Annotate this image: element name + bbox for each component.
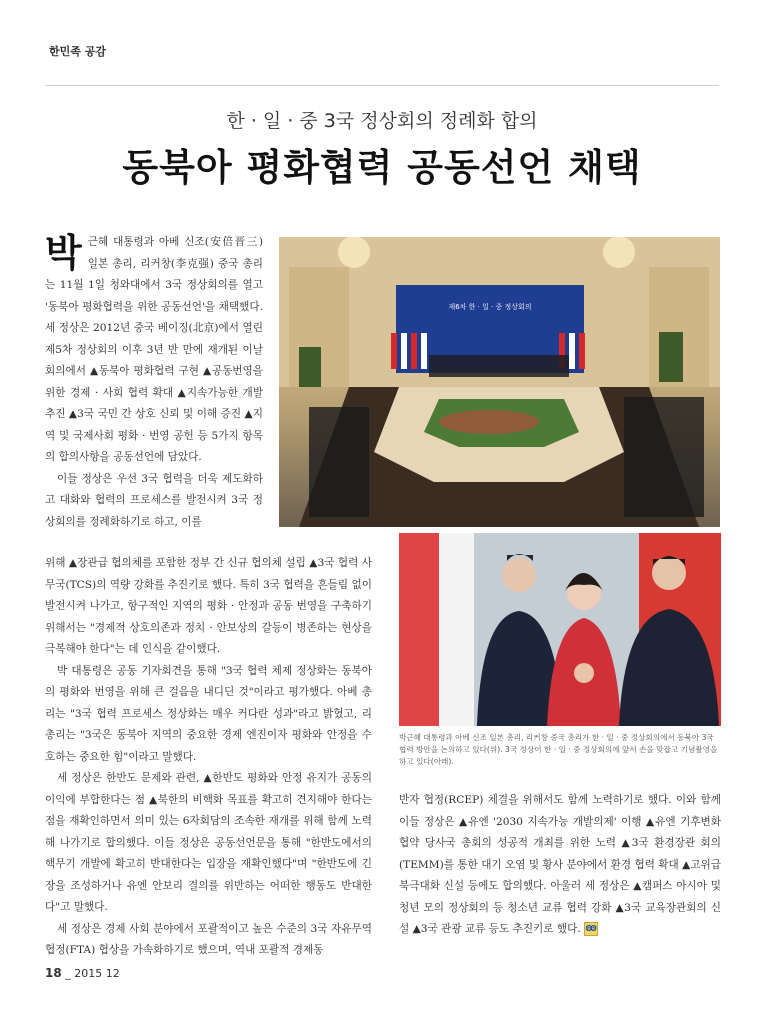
article-paragraph-3: 박 대통령은 공동 기자회견을 통해 "3국 협력 체제 정상화는 동북아의 평화와 번영을 위해 큰 걸음을 내디딘 것"이라고 평가했다. 아베 총리는 "3국 협력 프로세스 정상화는 매우 커다란 성과"라고 밝혔고, 리 총리는 "3국은 동북아 지역의 중요한 경제 엔진이자 평화와 안정을 수호하는 중요한 힘"이라고 말했다.	[45, 664, 372, 763]
article-paragraph-2-cont: 위해 ▲장관급 협의체를 포함한 정부 간 신규 협의체 설립 ▲3국 협력 사무국(TCS)의 역량 강화를 추진키로 했다. 특히 3국 협력을 흔들림 없이 발전시켜 나가고, 항구적인 지역의 평화 · 안정과 공동 번영을 구축하기 위해서는 "경제적 상호의존과 정치 · 안보상의 갈등이 병존하는 현상을 극복해야 한다"는 데 인식을 같이했다.	[45, 557, 372, 655]
section-label: 한민족 공감	[49, 45, 106, 58]
article-column-right	[399, 790, 721, 941]
summit-meeting-photo	[279, 237, 720, 527]
leaders-handshake-photo	[399, 533, 721, 726]
banner-text: 제6차 한 · 일 · 중 정상회의	[448, 303, 532, 311]
end-mark-icon: Ꙭ	[584, 922, 598, 936]
article-paragraph-2: 이들 정상은 우선 3국 협력을 더욱 제도화하고 대화와 협력의 프로세스를 발전시켜 3국 정상회의를 정례화하기로 하고, 이를	[45, 472, 263, 528]
article-column-wide	[45, 553, 372, 962]
article-subtitle: 한 · 일 · 중 3국 정상회의 정례화 합의	[226, 110, 538, 132]
paragraph-text: 반자 협정(RCEP) 체결을 위해서도 함께 노력하기로 했다. 이와 함께 이들 정상은 ▲유엔 '2030 지속가능 개발의제' 이행 ▲유엔 기후변화 협약 당사국 총회의 성공적 개최를 위한 노력 ▲3국 환경장관 회의(TEMM)를 통한 대기 오염 및 황사 분야에서 환경 협력 확대 ▲고위급 북극대화 신설 등에도 합의했다. 아울러 세 정상은 ▲캠퍼스 아시아 및 청년 모의 정상회의 등 청소년 교류 협력 강화 ▲3국 교육장관회의 신설 ▲3국 관광 교류 등도 추진키로 했다.	[399, 794, 721, 935]
article-paragraph-1	[45, 232, 263, 469]
issue-date: _ 2015 12	[65, 967, 120, 980]
article-column-narrow	[45, 232, 263, 533]
page-number: 18	[45, 966, 62, 980]
handshake-illustration	[399, 533, 721, 726]
drop-cap: 박	[45, 230, 82, 275]
article-title: 동북아 평화협력 공동선언 채택	[122, 145, 642, 189]
paragraph-text: 근혜 대통령과 아베 신조(安倍晋三) 일본 총리, 리커창(李克强) 중국 총리는 11월 1일 청와대에서 3국 정상회의를 열고 '동북아 평화협력을 위한 공동선언'을 채택했다. 세 정상은 2012년 중국 베이징(北京)에서 열린 제5차 정상회의 이후 3년 반 만에 재개된 이날 회의에서 ▲동북아 평화협력 구현 ▲공동번영을 위한 경제 · 사회 협력 확대 ▲지속가능한 개발 추진 ▲3국 국민 간 상호 신뢰 및 이해 증진 ▲지역 및 국제사회 평화 · 번영 공헌 등 5가지 항목의 합의사항을 공동선언에 담았다.	[45, 236, 263, 463]
page-footer	[45, 966, 120, 980]
article-paragraph-5: 세 정상은 경제 사회 분야에서 포괄적이고 높은 수준의 3국 자유무역협정(FTA) 협상을 가속화하기로 했으며, 역내 포괄적 경제동	[45, 922, 372, 956]
summit-meeting-illustration	[279, 237, 720, 527]
header-divider	[45, 85, 719, 86]
photo-caption: 박근혜 대통령과 아베 신조 일본 총리, 리커창 중국 총리가 한 · 일 · 중 정상회의에서 동북아 3국 협력 방안을 논의하고 있다(위). 3국 정상이 한 · 일 · 중 정상회의에 앞서 손을 맞잡고 기념촬영을 하고 있다(아래).	[399, 733, 718, 766]
article-paragraph-6	[399, 790, 721, 941]
article-paragraph-4: 세 정상은 한반도 문제와 관련, ▲한반도 평화와 안정 유지가 공동의 이익에 부합한다는 점 ▲북한의 비핵화 목표를 확고히 견지해야 한다는 점을 재확인하면서 의미 있는 6자회담의 조속한 재개를 위해 함께 노력해 나가기로 합의했다. 이들 정상은 공동선언문을 통해 "한반도에서의 핵무기 개발에 확고히 반대한다는 입장을 재확인했다"며 "한반도에 긴장을 조성하거나 유엔 안보리 결의를 위반하는 어떠한 행동도 반대한다"고 말했다.	[45, 772, 372, 913]
